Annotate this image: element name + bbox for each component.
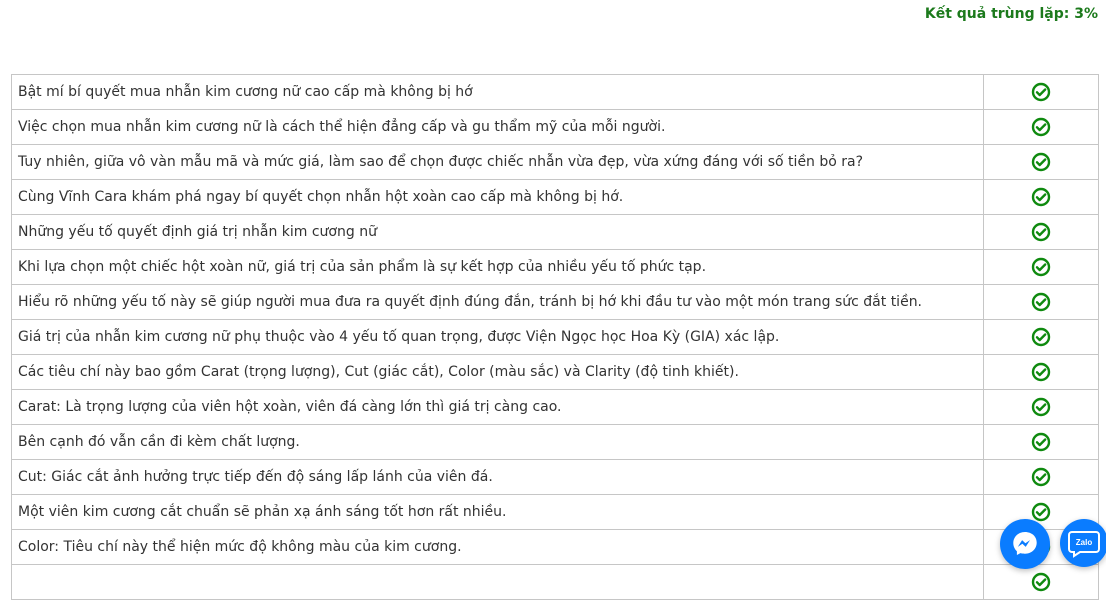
check-circle-icon (1031, 152, 1051, 172)
sentence-cell: Carat: Là trọng lượng của viên hột xoàn, viên đá càng lớn thì giá trị càng cao. (12, 390, 984, 425)
table-row (12, 355, 1099, 390)
table-row (12, 180, 1099, 215)
sentence-cell: Việc chọn mua nhẫn kim cương nữ là cách thể hiện đẳng cấp và gu thẩm mỹ của mỗi người. (12, 110, 984, 145)
status-cell (984, 145, 1099, 180)
check-circle-icon (1031, 362, 1051, 382)
status-cell (984, 425, 1099, 460)
table-row (12, 495, 1099, 530)
sentence-cell: Color: Tiêu chí này thể hiện mức độ không màu của kim cương. (12, 530, 984, 565)
messenger-chat-button[interactable] (1000, 519, 1050, 569)
sentence-cell: Cut: Giác cắt ảnh hưởng trực tiếp đến độ sáng lấp lánh của viên đá. (12, 460, 984, 495)
check-circle-icon (1031, 292, 1051, 312)
sentence-cell: Bên cạnh đó vẫn cần đi kèm chất lượng. (12, 425, 984, 460)
check-circle-icon (1031, 502, 1051, 522)
table-row (12, 285, 1099, 320)
check-circle-icon (1031, 572, 1051, 592)
check-circle-icon (1031, 187, 1051, 207)
status-cell (984, 460, 1099, 495)
check-circle-icon (1031, 117, 1051, 137)
sentence-cell: Tuy nhiên, giữa vô vàn mẫu mã và mức giá, làm sao để chọn được chiếc nhẫn vừa đẹp, vừa xứng đáng với số tiền bỏ ra? (12, 145, 984, 180)
table-row (12, 145, 1099, 180)
result-table (11, 74, 1099, 600)
result-table-wrapper (11, 74, 1099, 600)
sentence-cell: Giá trị của nhẫn kim cương nữ phụ thuộc vào 4 yếu tố quan trọng, được Viện Ngọc học Hoa Kỳ (GIA) xác lập. (12, 320, 984, 355)
table-row (12, 75, 1099, 110)
zalo-icon (1068, 528, 1100, 558)
zalo-chat-button[interactable] (1060, 519, 1106, 567)
duplicate-result-label: Kết quả trùng lặp: 3% (924, 6, 1098, 22)
sentence-cell (12, 565, 984, 600)
status-cell (984, 250, 1099, 285)
zalo-icon-label: Zalo (1075, 538, 1093, 547)
check-circle-icon (1031, 82, 1051, 102)
status-cell (984, 110, 1099, 145)
table-row (12, 250, 1099, 285)
table-row (12, 215, 1099, 250)
check-circle-icon (1031, 397, 1051, 417)
sentence-cell: Bật mí bí quyết mua nhẫn kim cương nữ cao cấp mà không bị hớ (12, 75, 984, 110)
table-row (12, 530, 1099, 565)
check-circle-icon (1031, 327, 1051, 347)
table-row (12, 320, 1099, 355)
table-row (12, 425, 1099, 460)
table-row (12, 390, 1099, 425)
status-cell (984, 320, 1099, 355)
status-cell (984, 75, 1099, 110)
status-cell (984, 215, 1099, 250)
check-circle-icon (1031, 222, 1051, 242)
table-row (12, 110, 1099, 145)
sentence-cell: Hiểu rõ những yếu tố này sẽ giúp người mua đưa ra quyết định đúng đắn, tránh bị hớ khi đầu tư vào một món trang sức đắt tiền. (12, 285, 984, 320)
check-circle-icon (1031, 257, 1051, 277)
sentence-cell: Các tiêu chí này bao gồm Carat (trọng lượng), Cut (giác cắt), Color (màu sắc) và Clarity (độ tinh khiết). (12, 355, 984, 390)
sentence-cell: Cùng Vĩnh Cara khám phá ngay bí quyết chọn nhẫn hột xoàn cao cấp mà không bị hớ. (12, 180, 984, 215)
sentence-cell: Khi lựa chọn một chiếc hột xoàn nữ, giá trị của sản phẩm là sự kết hợp của nhiều yếu tố phức tạp. (12, 250, 984, 285)
table-row (12, 460, 1099, 495)
sentence-cell: Một viên kim cương cắt chuẩn sẽ phản xạ ánh sáng tốt hơn rất nhiều. (12, 495, 984, 530)
status-cell (984, 355, 1099, 390)
table-row (12, 565, 1099, 600)
check-circle-icon (1031, 467, 1051, 487)
status-cell (984, 390, 1099, 425)
status-cell (984, 285, 1099, 320)
sentence-cell: Những yếu tố quyết định giá trị nhẫn kim cương nữ (12, 215, 984, 250)
check-circle-icon (1031, 432, 1051, 452)
status-cell (984, 180, 1099, 215)
status-cell (984, 565, 1099, 600)
messenger-icon (1011, 530, 1039, 558)
